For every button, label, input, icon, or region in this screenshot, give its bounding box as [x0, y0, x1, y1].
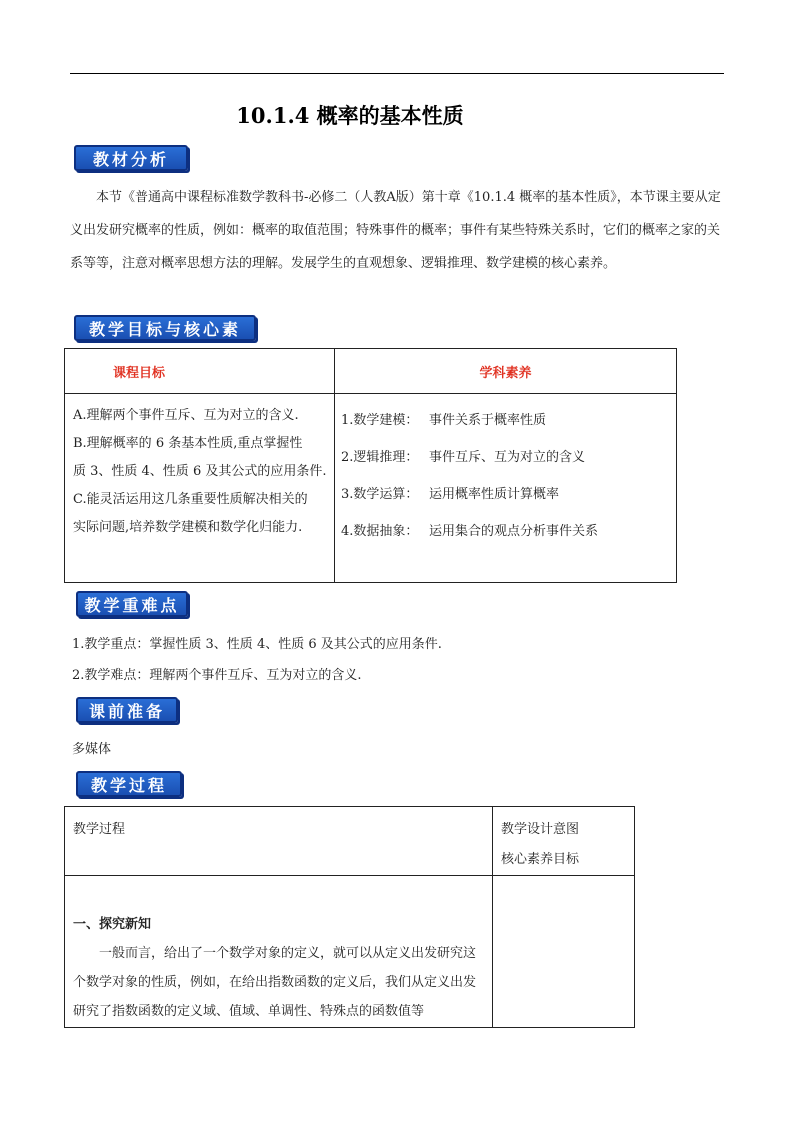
process-table — [64, 806, 635, 1028]
keypoint-difficulty: 2.教学难点：理解两个事件互斥、互为对立的含义. — [72, 668, 362, 683]
page-title: 10.1.4 概率的基本性质 — [236, 103, 464, 128]
prep-text: 多媒体 — [72, 742, 112, 757]
section-badge-goals: 教学目标与核心素养 — [74, 315, 256, 341]
competency-row — [341, 511, 676, 548]
competency-row — [341, 400, 676, 437]
competency-key: 4.数据抽象： — [341, 524, 419, 539]
goals-header-left: 课程目标 — [65, 349, 335, 394]
competency-value: 运用概率性质计算概率 — [429, 487, 560, 502]
competency-value: 事件关系于概率性质 — [429, 413, 547, 428]
goals-table — [64, 348, 677, 583]
competency-cell — [335, 394, 677, 583]
competency-value: 事件互斥、互为对立的含义 — [429, 450, 586, 465]
goal-line: 实际问题,培养数学建模和数学化归能力. — [73, 520, 303, 535]
keypoint-focus: 1.教学重点：掌握性质 3、性质 4、性质 6 及其公式的应用条件. — [72, 637, 442, 652]
course-goals-cell — [65, 394, 335, 583]
section-badge-process: 教学过程 — [76, 771, 182, 797]
goal-line: 质 3、性质 4、性质 6 及其公式的应用条件. — [73, 464, 327, 479]
competency-row — [341, 474, 676, 511]
process-header-right — [493, 807, 635, 876]
section-badge-analysis: 教材分析 — [74, 145, 188, 171]
process-section-title: 一、探究新知 — [73, 917, 152, 932]
goal-line: C.能灵活运用这几条重要性质解决相关的 — [73, 492, 308, 507]
competency-key: 2.逻辑推理： — [341, 450, 419, 465]
goal-line: A.理解两个事件互斥、互为对立的含义. — [73, 408, 299, 423]
goals-header-right: 学科素养 — [335, 349, 677, 394]
goal-line: B.理解概率的 6 条基本性质,重点掌握性 — [73, 436, 303, 451]
process-col2-header-line2: 核心素养目标 — [501, 852, 580, 867]
process-col2-header-line1: 教学设计意图 — [501, 822, 580, 837]
header-rule — [70, 73, 724, 74]
section-badge-keypoints: 教学重难点 — [76, 591, 188, 617]
competency-row — [341, 437, 676, 474]
process-body-text: 一般而言，给出了一个数学对象的定义，就可以从定义出发研究这个数学对象的性质，例如，在给出指数函数的定义后，我们从定义出发研究了指数函数的定义域、值域、单调性、特殊点的函数值等 — [73, 946, 477, 1019]
process-col1-header: 教学过程 — [73, 822, 126, 837]
competency-key: 3.数学运算： — [341, 487, 419, 502]
analysis-paragraph: 本节《普通高中课程标准数学教科书-必修二（人教A版）第十章《10.1.4 概率的基本性质》，本节课主要从定义出发研究概率的性质，例如：概率的取值范围；特殊事件的概率；事件有某些特殊关系时，它们的概率之家的关系等等，注意对概率思想方法的理解。发展学生的直观想象、逻辑推理、数学建模的核心素养。 — [70, 190, 721, 271]
section-badge-prep: 课前准备 — [76, 697, 178, 723]
competency-key: 1.数学建模： — [341, 413, 419, 428]
process-header-left — [65, 807, 493, 876]
process-body-cell — [65, 876, 493, 1028]
competency-value: 运用集合的观点分析事件关系 — [429, 524, 599, 539]
process-intent-cell — [493, 876, 635, 1028]
